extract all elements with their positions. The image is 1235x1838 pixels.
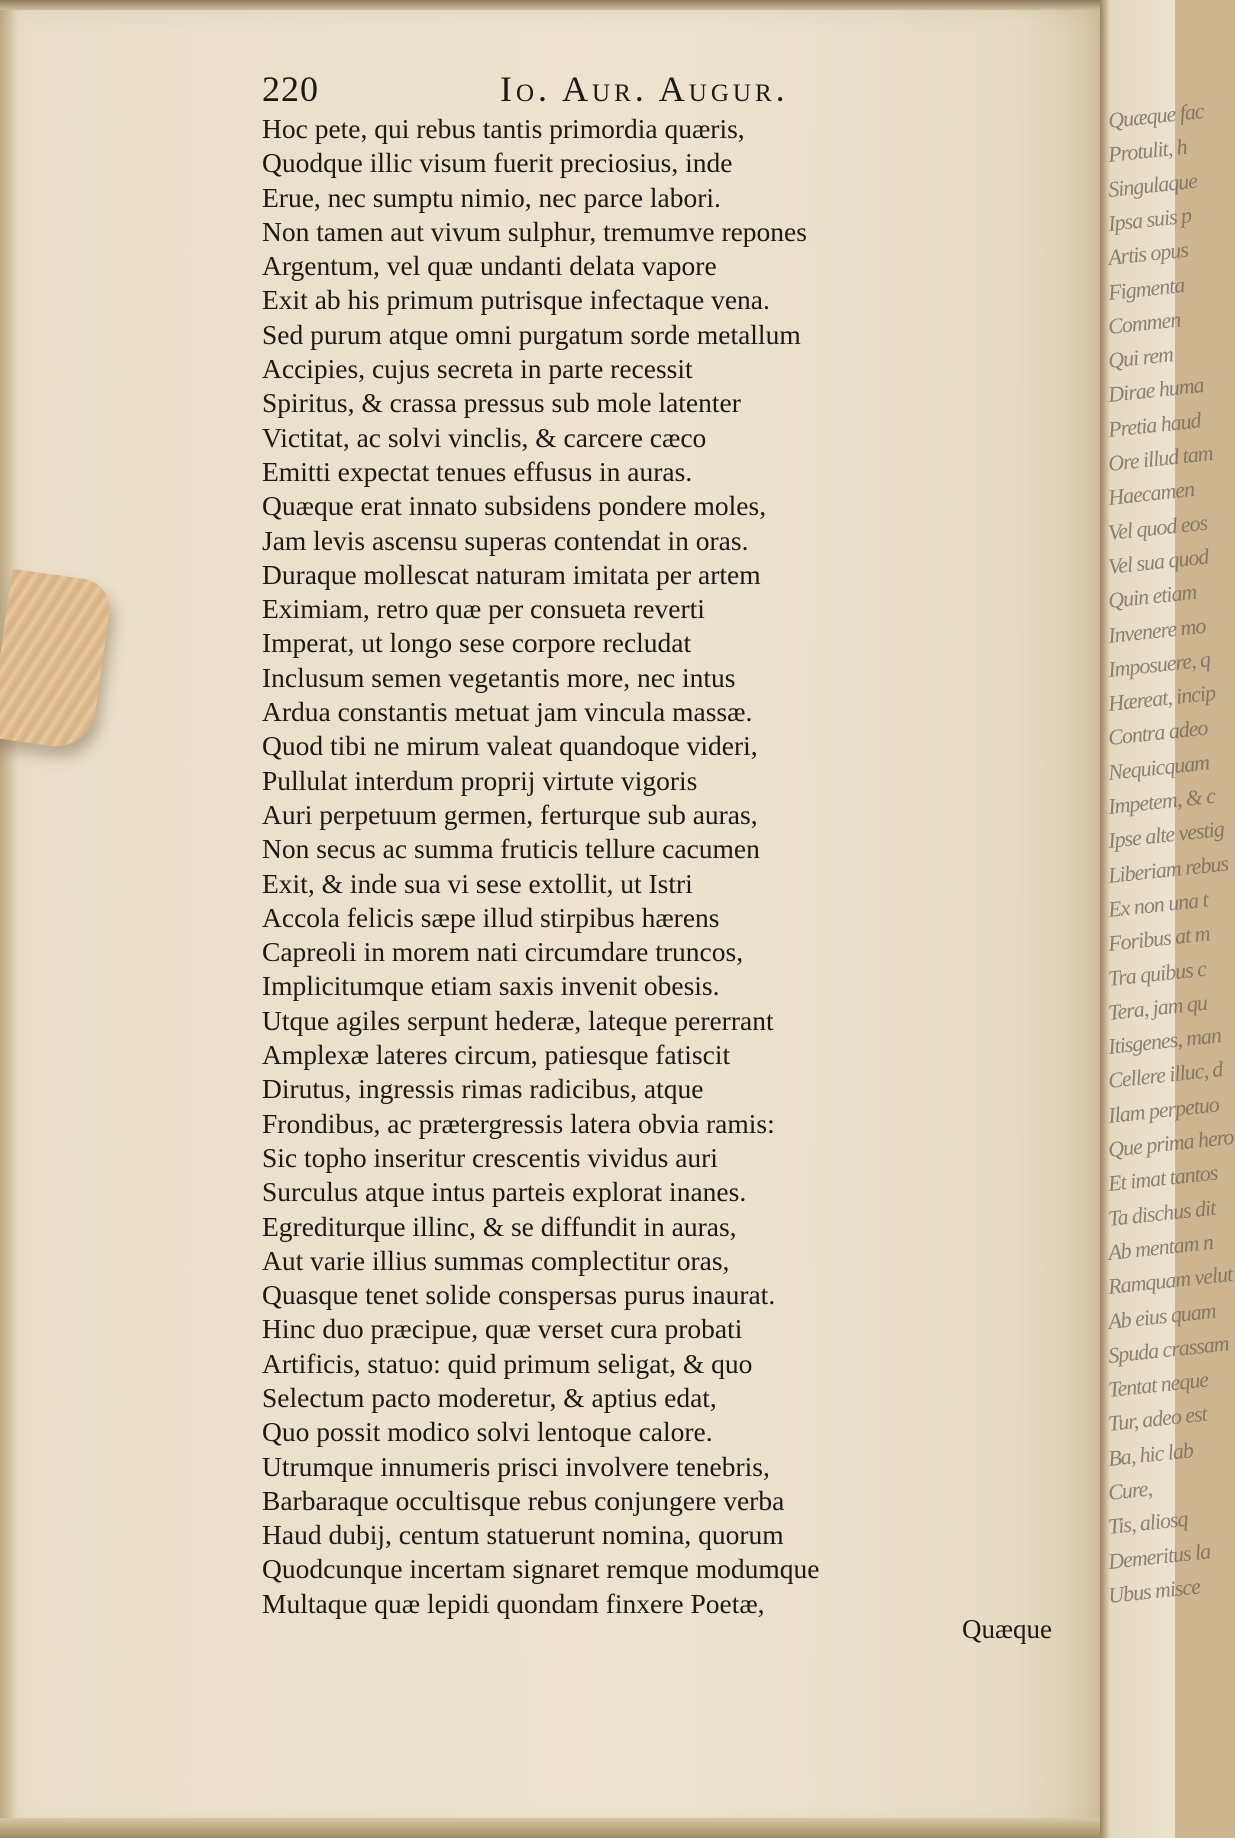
verse-line: Duraque mollescat naturam imitata per artem (262, 558, 761, 590)
verse-line: Imperat, ut longo sese corpore recludat (262, 627, 692, 659)
verse-line: Artificis, statuo: quid primum seligat, & quo (262, 1347, 753, 1379)
facing-page-fragment: Artis opus (1106, 236, 1189, 271)
facing-page-fragment: Qui rem (1106, 341, 1175, 374)
facing-page-fragment: Liberiam rebus (1106, 850, 1230, 888)
facing-page-fragment: Vel quod eos (1106, 509, 1209, 545)
verse-line: Utrumque innumeris prisci involvere tenebris, (262, 1450, 770, 1482)
wooden-page-marker (0, 569, 113, 752)
facing-page-fragment: Ilam perpetuo (1106, 1091, 1220, 1128)
facing-page-fragment: Quæque fac (1106, 98, 1205, 133)
verse-line: Multaque quæ lepidi quondam finxere Poetæ, (262, 1587, 765, 1619)
facing-page-fragment: Itisgenes, man (1106, 1022, 1222, 1060)
facing-page-fragment: Vel sua quod (1106, 543, 1210, 579)
facing-page-fragment: Ore illud tam (1106, 440, 1214, 476)
verse-line: Victitat, ac solvi vinclis, & carcere cæco (262, 421, 707, 453)
facing-page-fragment: Tra quibus c (1106, 955, 1207, 991)
verse-line: Quodcunque incertam signaret remque modumque (262, 1553, 820, 1585)
facing-page-fragment: Ba, hic lab (1106, 1436, 1194, 1471)
verse-line: Non tamen aut vivum sulphur, tremumve repones (262, 215, 807, 247)
verse-line: Surculus atque intus parteis explorat inanes. (262, 1176, 747, 1208)
verse-line: Amplexæ lateres circum, patiesque fatiscit (262, 1039, 731, 1071)
page-bottom-edge (0, 1818, 1110, 1838)
verse-line: Exit ab his primum putrisque infectaque vena. (262, 284, 770, 316)
facing-page-fragment: Ex non una t (1106, 886, 1209, 922)
verse-line: Auri perpetuum germen, ferturque sub auras, (262, 798, 758, 830)
running-title: Io. Aur. Augur. (500, 69, 789, 109)
facing-page-fragment: Impetem, & c (1106, 782, 1217, 819)
verse-line: Barbaraque occultisque rebus conjungere verba (262, 1484, 785, 1516)
facing-page-fragment: Tentat neque (1106, 1366, 1210, 1403)
facing-page-fragment: Tera, jam qu (1106, 989, 1208, 1025)
verse-line: Utque agiles serpunt hederæ, lateque pererrant (262, 1004, 774, 1036)
verse-line: Argentum, vel quæ undanti delata vapore (262, 250, 717, 282)
verse-line: Exit, & inde sua vi sese extollit, ut Istri (262, 867, 693, 899)
verse-line: Hoc pete, qui rebus tantis primordia quæris, (262, 113, 745, 144)
verse-line: Quo possit modico solvi lentoque calore. (262, 1416, 713, 1448)
facing-page-fragment: Ipsa suis p (1106, 202, 1193, 236)
page-number: 220 (262, 69, 319, 109)
facing-page-fragment: Figmenta (1106, 271, 1186, 305)
verse-line: Selectum pacto moderetur, & aptius edat, (262, 1381, 717, 1413)
facing-page-fragment: Nequicquam (1106, 749, 1211, 785)
verse-line: Quodque illic visum fuerit preciosius, inde (262, 147, 733, 179)
verse-line: Quod tibi ne mirum valeat quandoque videri, (262, 730, 758, 762)
facing-page-edge (1100, 0, 1235, 1838)
facing-page-fragment: Contra adeo (1106, 715, 1209, 751)
catchword: Quæque (962, 1614, 1052, 1644)
facing-page-fragment: Ubus misce (1106, 1573, 1202, 1608)
verse-line: Accipies, cujus secreta in parte recessit (262, 353, 693, 385)
facing-page-fragment: Tis, aliosq (1106, 1506, 1189, 1540)
verse-line: Frondibus, ac prætergressis latera obvia ramis: (262, 1107, 775, 1139)
verse-text (262, 112, 952, 1621)
facing-page-fragment: Demeritus la (1106, 1537, 1212, 1574)
facing-page-fragment: Que prima hero (1106, 1123, 1235, 1162)
verse-line: Emitti expectat tenues effusus in auras. (262, 455, 693, 487)
verse-line: Egrediturque illinc, & se diffundit in auras, (262, 1210, 737, 1242)
verse-line: Eximiam, retro quæ per consueta reverti (262, 593, 705, 625)
facing-page-fragment: Ab eius quam (1106, 1297, 1217, 1334)
facing-page-fragment: Singulaque (1106, 167, 1198, 202)
verse-line: Dirutus, ingressis rimas radicibus, atque (262, 1073, 704, 1105)
facing-page-fragment: Spuda crassam (1106, 1330, 1230, 1368)
page-top-edge (0, 0, 1110, 10)
verse-line: Haud dubij, centum statuerunt nomina, quorum (262, 1519, 784, 1551)
facing-page-fragment: Hæreat, incip (1106, 679, 1217, 717)
facing-page-fragment: Commen (1106, 306, 1182, 339)
verse-line: Spiritus, & crassa pressus sub mole latenter (262, 387, 741, 419)
facing-page-fragment: Protulit, h (1106, 134, 1188, 168)
verse-line: Non secus ac summa fruticis tellure cacumen (262, 833, 760, 865)
verse-line: Pullulat interdum proprij virtute vigoris (262, 764, 698, 796)
verse-line: Sic topho inseritur crescentis vividus auri (262, 1141, 718, 1173)
facing-page-fragment: Dirae huma (1106, 372, 1205, 408)
verse-line: Ardua constantis metuat jam vincula massæ. (262, 696, 753, 728)
facing-page-fragment: Invenere mo (1106, 612, 1207, 648)
facing-page-fragment: Foribus at m (1106, 920, 1211, 957)
verse-line: Quasque tenet solide conspersas purus inaurat. (262, 1279, 776, 1311)
facing-page-fragment: Cure, (1106, 1475, 1153, 1505)
verse-line: Hinc duo præcipue, quæ verset cura probati (262, 1313, 743, 1345)
verse-line: Aut varie illius summas complectitur oras, (262, 1244, 730, 1276)
verse-line: Erue, nec sumptu nimio, nec parce labori. (262, 181, 721, 213)
facing-page-fragment: Cellere illuc, d (1106, 1056, 1224, 1094)
facing-page-fragment: Et imat tantos (1106, 1159, 1219, 1197)
verse-line: Capreoli in morem nati circumdare truncos, (262, 936, 744, 968)
facing-page-fragment: Haecamen (1106, 476, 1196, 511)
verse-line: Jam levis ascensu superas contendat in oras. (262, 524, 749, 556)
verse-line: Sed purum atque omni purgatum sorde metallum (262, 318, 801, 350)
facing-page-fragment: Ab mentam n (1106, 1228, 1214, 1265)
facing-page-fragment: Imposuere, q (1106, 646, 1211, 682)
facing-page-fragment: Ramquam velut (1106, 1261, 1234, 1300)
verse-line: Implicitumque etiam saxis invenit obesis. (262, 970, 720, 1002)
facing-page-fragment: Tur, adeo est (1106, 1401, 1208, 1437)
verse-line: Inclusum semen vegetantis more, nec intus (262, 661, 736, 693)
verse-line: Quæque erat innato subsidens pondere moles, (262, 490, 767, 522)
verse-line: Accola felicis sæpe illud stirpibus hærens (262, 901, 720, 933)
facing-page-fragment: Ipse alte vestig (1106, 816, 1225, 854)
facing-page-fragment: Pretia haud (1106, 407, 1202, 442)
page-header (262, 68, 817, 112)
facing-page-fragment: Ta dischus dit (1106, 1194, 1217, 1231)
facing-page-fragment: Quin etiam (1106, 579, 1198, 614)
